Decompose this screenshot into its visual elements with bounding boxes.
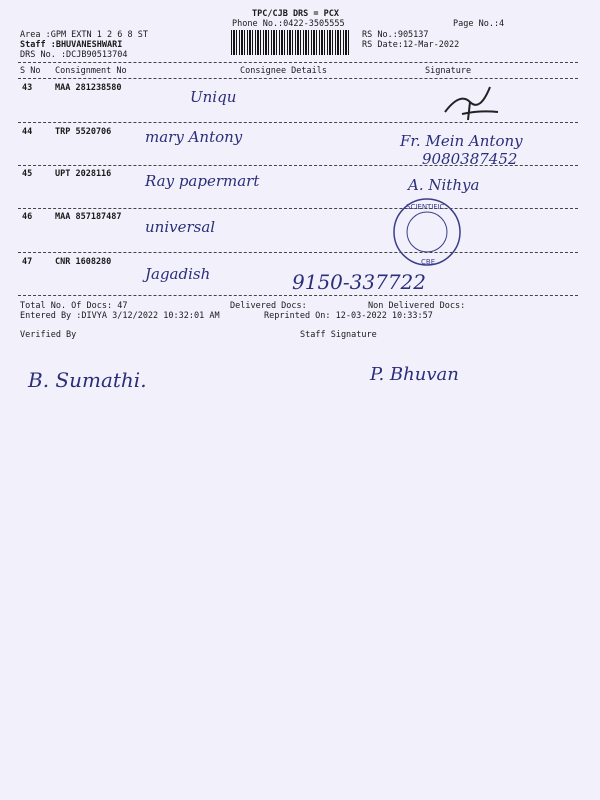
phone-number: Phone No.:0422-3505555 bbox=[232, 19, 345, 29]
divider bbox=[18, 62, 578, 63]
delivered-docs: Delivered Docs: bbox=[230, 301, 307, 311]
col-sno: S No bbox=[20, 66, 41, 76]
col-consignee: Consignee Details bbox=[240, 66, 327, 76]
drs-number: DRS No. :DCJB90513704 bbox=[20, 50, 128, 60]
reprinted-on: Reprinted On: 12-03-2022 10:33:57 bbox=[264, 311, 433, 321]
row-consignment: MAA 857187487 bbox=[55, 212, 122, 222]
row-sno: 46 bbox=[22, 212, 33, 222]
divider bbox=[18, 208, 578, 209]
consignee-handwriting: Jagadish bbox=[145, 265, 211, 283]
row-consignment: CNR 1608280 bbox=[55, 257, 112, 267]
stamp-text: CBE bbox=[421, 258, 436, 266]
col-signature: Signature bbox=[425, 66, 472, 76]
consignee-handwriting: universal bbox=[145, 218, 216, 236]
phone-handwriting: 9080387452 bbox=[422, 150, 518, 168]
barcode bbox=[231, 30, 351, 55]
divider bbox=[18, 252, 578, 253]
non-delivered-docs: Non Delivered Docs: bbox=[368, 301, 466, 311]
row-sno: 44 bbox=[22, 127, 33, 137]
row-consignment: TRP 5520706 bbox=[55, 127, 112, 137]
divider bbox=[18, 122, 578, 123]
signature-handwriting: A. Nithya bbox=[408, 176, 480, 194]
verifier-signature: B. Sumathi. bbox=[28, 368, 147, 392]
staff-name: Staff :BHUVANESHWARI bbox=[20, 40, 123, 50]
row-sno: 45 bbox=[22, 169, 33, 179]
signature-handwriting: Fr. Mein Antony bbox=[400, 132, 523, 150]
row-sno: 47 bbox=[22, 257, 33, 267]
row-consignment: MAA 281238580 bbox=[55, 83, 122, 93]
consignee-handwriting: Ray papermart bbox=[145, 172, 260, 190]
col-consignment: Consignment No bbox=[55, 66, 127, 76]
consignee-handwriting: Uniqu bbox=[190, 88, 237, 106]
total-docs: Total No. Of Docs: 47 bbox=[20, 301, 128, 311]
stamp-text: SCIENTIFIC bbox=[406, 203, 445, 211]
row-sno: 43 bbox=[22, 83, 33, 93]
phone-handwriting: 9150-337722 bbox=[292, 270, 427, 294]
entered-by: Entered By :DIVYA 3/12/2022 10:32:01 AM bbox=[20, 311, 220, 321]
divider bbox=[18, 78, 578, 79]
rs-number: RS No.:905137 bbox=[362, 30, 429, 40]
row-consignment: UPT 2028116 bbox=[55, 169, 112, 179]
consignee-handwriting: mary Antony bbox=[145, 128, 243, 146]
document-title: TPC/CJB DRS = PCX bbox=[252, 9, 339, 19]
rs-date: RS Date:12-Mar-2022 bbox=[362, 40, 460, 50]
page-number: Page No.:4 bbox=[453, 19, 505, 29]
staff-signature-label: Staff Signature bbox=[300, 330, 377, 340]
staff-signature: P. Bhuvan bbox=[370, 364, 459, 385]
divider bbox=[18, 295, 578, 296]
verified-by-label: Verified By bbox=[20, 330, 77, 340]
signature-scribble bbox=[440, 82, 500, 122]
area-label: Area :GPM EXTN 1 2 6 8 ST bbox=[20, 30, 148, 40]
divider bbox=[18, 165, 578, 166]
